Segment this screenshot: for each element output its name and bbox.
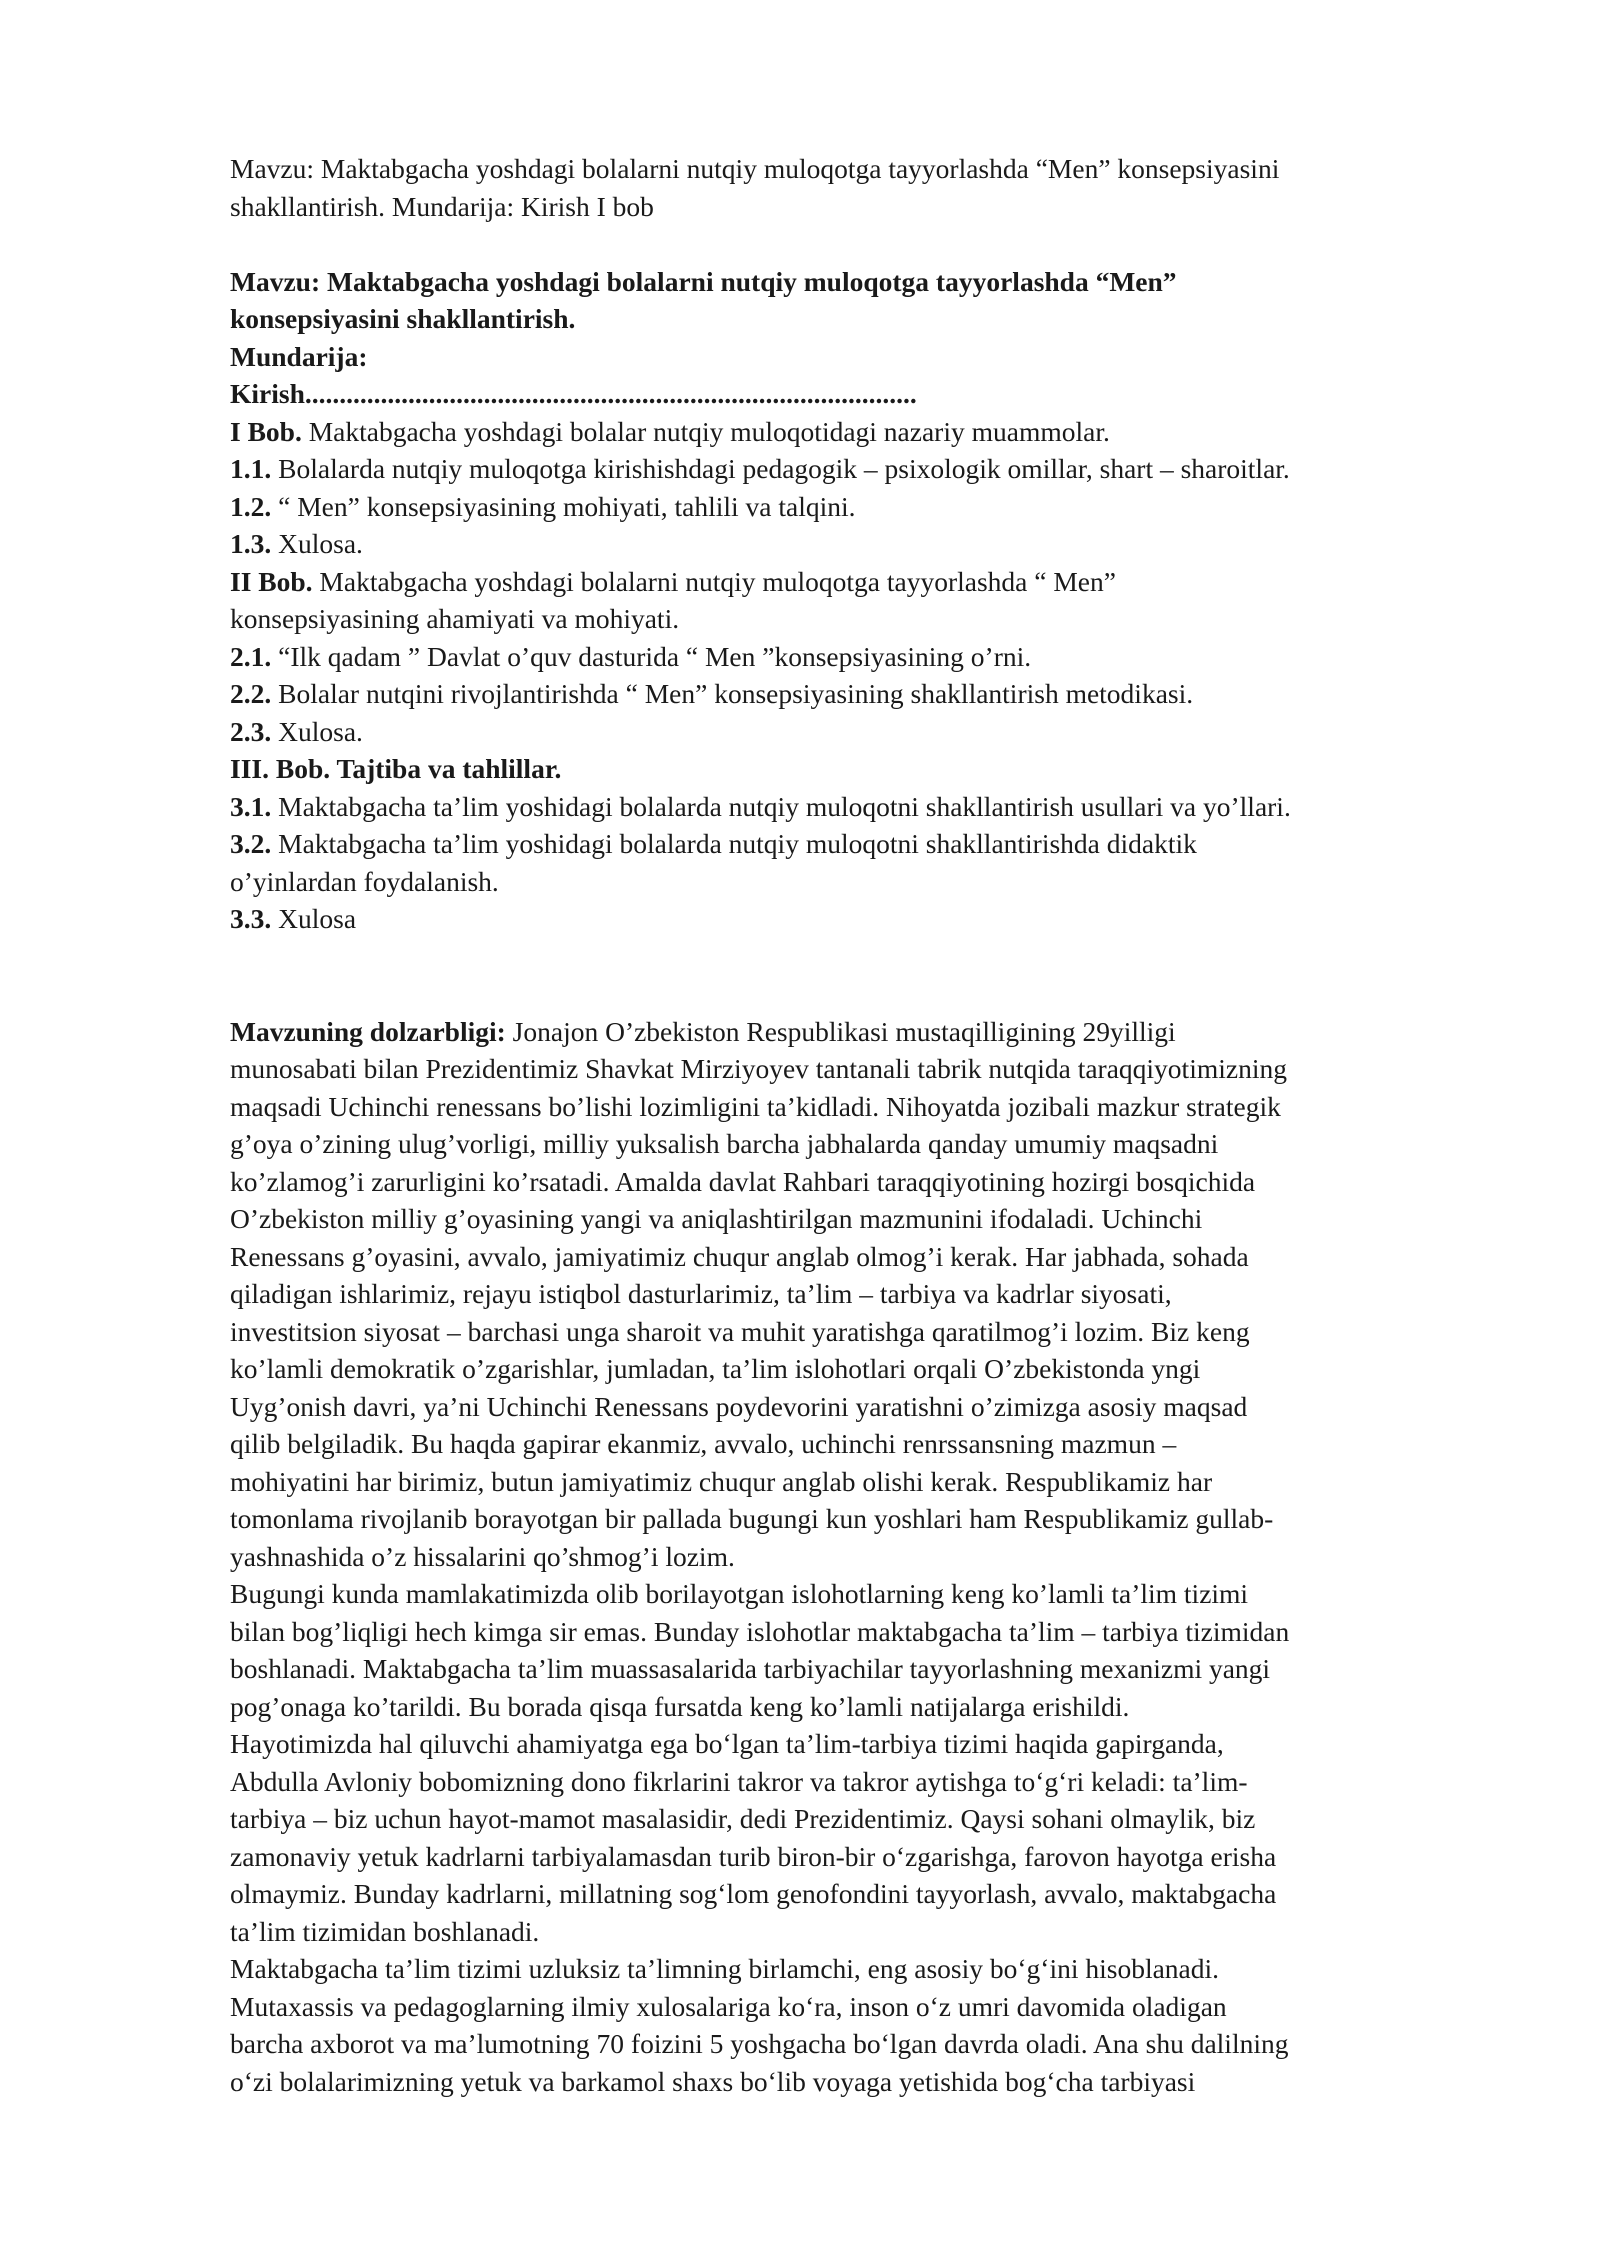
toc-item: 1.1. Bolalarda nutqiy muloqotga kirishishdagi pedagogik – psixologik omillar, shart – sharoitlar.: [230, 453, 1290, 484]
body-line: Bugungi kunda mamlakatimizda olib borilayotgan islohotlarning keng ko’lamli ta’lim tizimi: [230, 1578, 1249, 1609]
toc-item: 3.3. Xulosa: [230, 903, 357, 934]
body-text: [230, 1013, 1500, 2101]
table-of-contents: [230, 338, 1500, 938]
body-line: Abdulla Avloniy bobomizning dono fikrlarini takror va takror aytishga to‘g‘ri keladi: ta’lim-: [230, 1765, 1248, 1797]
intro-line: shakllantirish. Mundarija: Kirish I bob: [230, 190, 654, 222]
intro-paragraph: [230, 150, 1500, 225]
body-line: boshlanadi. Maktabgacha ta’lim muassasalarida tarbiyachilar tayyorlashning mexanizmi yangi: [230, 1653, 1271, 1684]
toc-item: konsepsiyasining ahamiyati va mohiyati.: [230, 603, 680, 634]
body-line: munosabati bilan Prezidentimiz Shavkat Mirziyoyev tantanali tabrik nutqida taraqqiyotimizning: [230, 1053, 1287, 1084]
toc-item: 1.3. Xulosa.: [230, 528, 363, 559]
body-line: Maktabgacha ta’lim tizimi uzluksiz ta’limning birlamchi, eng asosiy bo‘g‘ini hisoblanadi.: [230, 1953, 1220, 1984]
toc-heading: Mundarija:: [230, 340, 368, 372]
intro-line: Mavzu: Maktabgacha yoshdagi bolalarni nutqiy muloqotga tayyorlashda “Men” konsepsiyasini: [230, 153, 1280, 184]
body-line: zamonaviy yetuk kadrlarni tarbiyalamasdan turib biron-bir o‘zgarishga, farovon hayotga erisha: [230, 1840, 1277, 1872]
body-line: maqsadi Uchinchi renessans bo’lishi lozimligini ta’kidladi. Nihoyatda jozibali mazkur strategik: [230, 1090, 1281, 1122]
body-line: olmaymiz. Bunday kadrlarni, millatning sog‘lom genofondini tayyorlash, avvalo, maktabgacha: [230, 1878, 1277, 1909]
body-line: yashnashida o’z hissalarini qo’shmog’i lozim.: [230, 1540, 735, 1572]
toc-kirish: Kirish.........................................................................................: [230, 378, 917, 409]
section-label: Mavzuning dolzarbligi:: [230, 1015, 506, 1047]
body-line: pog’onaga ko’tarildi. Bu borada qisqa fursatda keng ko’lamli natijalarga erishildi.: [230, 1690, 1130, 1722]
toc-item: I Bob. Maktabgacha yoshdagi bolalar nutqiy muloqotidagi nazariy muammolar.: [230, 415, 1110, 447]
title-block: [230, 263, 1500, 338]
body-line: qiladigan ishlarimiz, rejayu istiqbol dasturlarimiz, ta’lim – tarbiya va kadrlar siyosati,: [230, 1278, 1172, 1309]
body-line: Mavzuning dolzarbligi: Jonajon O’zbekiston Respublikasi mustaqilligining 29yilligi: [230, 1015, 1176, 1047]
body-line: tomonlama rivojlanib borayotgan bir pallada bugungi kun yoshlari ham Respublikamiz gullab-: [230, 1503, 1274, 1534]
body-line: o‘zi bolalarimizning yetuk va barkamol shaxs bo‘lib voyaga yetishida bog‘cha tarbiyasi: [230, 2065, 1196, 2097]
body-line: ko’lamli demokratik o’zgarishlar, jumladan, ta’lim islohotlari orqali O’zbekistonda yngi: [230, 1353, 1201, 1384]
body-line: ta’lim tizimidan boshlanadi.: [230, 1915, 540, 1947]
toc-item: 2.1. “Ilk qadam ” Davlat o’quv dasturida “ Men ”konsepsiyasining o’rni.: [230, 640, 1032, 672]
toc-item: 1.2. “ Men” konsepsiyasining mohiyati, tahlili va talqini.: [230, 490, 856, 522]
body-line: Uyg’onish davri, ya’ni Uchinchi Renessans poydevorini yaratishni o’zimizga asosiy maqsad: [230, 1390, 1248, 1422]
body-line: bilan bog’liqligi hech kimga sir emas. Bunday islohotlar maktabgacha ta’lim – tarbiya tizimidan: [230, 1615, 1290, 1647]
body-line: Mutaxassis va pedagoglarning ilmiy xulosalariga ko‘ra, inson o‘z umri davomida oladigan: [230, 1990, 1227, 2022]
body-line: tarbiya – biz uchun hayot-mamot masalasidir, dedi Prezidentimiz. Qaysi sohani olmaylik, biz: [230, 1803, 1256, 1834]
toc-item: 2.2. Bolalar nutqini rivojlantirishda “ Men” konsepsiyasining shakllantirish metodikasi.: [230, 678, 1194, 709]
body-line: ko’zlamog’i zarurligini ko’rsatadi. Amalda davlat Rahbari taraqqiyotining hozirgi bosqichida: [230, 1165, 1256, 1197]
title-line: konsepsiyasini shakllantirish.: [230, 303, 576, 334]
toc-item: II Bob. Maktabgacha yoshdagi bolalarni nutqiy muloqotga tayyorlashda “ Men”: [230, 565, 1116, 597]
toc-item: o’yinlardan foydalanish.: [230, 865, 499, 897]
title-line: Mavzu: Maktabgacha yoshdagi bolalarni nutqiy muloqotga tayyorlashda “Men”: [230, 265, 1177, 297]
body-line: g’oya o’zining ulug’vorligi, milliy yuksalish barcha jabhalarda qanday umumiy maqsadni: [230, 1128, 1219, 1159]
document-page: [230, 150, 1500, 2100]
body-line: barcha axborot va ma’lumotning 70 foizini 5 yoshgacha bo‘lgan davrda oladi. Ana shu dalilning: [230, 2028, 1289, 2059]
body-line: mohiyatini har birimiz, butun jamiyatimiz chuqur anglab olishi kerak. Respublikamiz har: [230, 1465, 1213, 1497]
body-line: Renessans g’oyasini, avvalo, jamiyatimiz chuqur anglab olmog’i kerak. Har jabhada, sohada: [230, 1240, 1249, 1272]
toc-item: 3.1. Maktabgacha ta’lim yoshidagi bolalarda nutqiy muloqotni shakllantirish usullari va yo’llari.: [230, 790, 1291, 822]
body-line: investitsion siyosat – barchasi unga sharoit va muhit yaratishga qaratilmog’i lozim. Biz keng: [230, 1315, 1250, 1347]
body-line: Hayotimizda hal qiluvchi ahamiyatga ega bo‘lgan ta’lim-tarbiya tizimi haqida gapirganda,: [230, 1728, 1224, 1759]
toc-item: 3.2. Maktabgacha ta’lim yoshidagi bolalarda nutqiy muloqotni shakllantirishda didaktik: [230, 828, 1197, 859]
toc-item: 2.3. Xulosa.: [230, 715, 363, 747]
body-line: qilib belgiladik. Bu haqda gapirar ekanmiz, avvalo, uchinchi renrssansning mazmun –: [230, 1428, 1177, 1459]
body-line: O’zbekiston milliy g’oyasining yangi va aniqlashtirilgan mazmunini ifodaladi. Uchinchi: [230, 1203, 1203, 1234]
toc-item: III. Bob. Tajtiba va tahlillar.: [230, 753, 562, 784]
